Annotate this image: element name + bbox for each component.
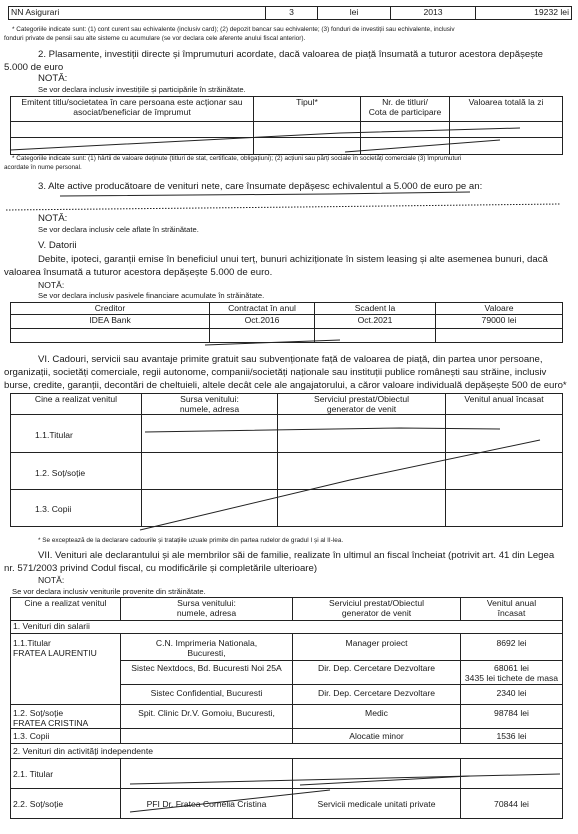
income-line1: 68061 lei: [494, 663, 529, 673]
header-source: [121, 598, 293, 621]
header-source-line1: Sursa venitului:: [180, 394, 239, 404]
income-line2: 3435 lei tichete de masa: [464, 673, 559, 683]
header-source: [142, 394, 278, 415]
service-cell: Dir. Dep. Cercetare Dezvoltare: [293, 661, 461, 685]
year: 2013: [391, 7, 476, 20]
sec1-footnote-line1: * Categoriile indicate sunt: (1) cont curent sau echivalente (inclusiv card); (2) depozit bancar sau echivalente; (3) fonduri de investiții sau echivalente, inclusiv: [12, 26, 455, 33]
header-income: [461, 598, 563, 621]
header-due: Scadent la: [315, 303, 436, 315]
header-creditor: Creditor: [11, 303, 210, 315]
sec3-nota: NOTĂ:: [38, 213, 68, 224]
service-cell: Alocatie minor: [293, 729, 461, 744]
header-source-line1: Sursa venitului:: [177, 598, 236, 608]
sec3-title: 3. Alte active producătoare de venituri nete, care însumate depășesc echivalentul a 5.000 de euro pe an:: [38, 181, 483, 192]
header-issuer-line1: Emitent titlu/societatea în care persoana este acționar sau: [21, 97, 243, 107]
source-cell: Sistec Confidential, Bucuresti: [121, 685, 293, 705]
header-nr-line1: Nr. de titluri/: [382, 97, 428, 107]
gifts-table: [10, 393, 563, 527]
sec7-note: Se vor declara inclusiv veniturile provenite din străinătate.: [12, 587, 206, 596]
titular-name: FRATEA LAURENTIU: [13, 648, 97, 658]
sec3-note: Se vor declara inclusiv cele aflate în străinătate.: [38, 225, 199, 234]
header-income: Venitul anual încasat: [446, 394, 563, 415]
sec6-footnote: * Se exceptează de la declarare cadourile și tratațiile uzuale primite din partea rudelor de gradul I și al II-lea.: [38, 537, 344, 544]
sec2-nota: NOTĂ:: [38, 73, 68, 84]
sec7-nota: NOTĂ:: [38, 575, 65, 585]
income-table: [10, 597, 563, 819]
header-who: Cine a realizat venitul: [11, 598, 121, 621]
header-service: [278, 394, 446, 415]
group-salaries: 1. Venituri din salarii: [11, 621, 563, 634]
header-source-line2: numele, adresa: [179, 404, 240, 414]
source-cell: [121, 634, 293, 661]
sec6-text-line2: organizații, societăți comerciale, regii autonome, companii/societăți naționale sau instituții publice românești sau străine, inclusiv: [4, 367, 547, 378]
investments-table: [10, 96, 563, 155]
source-line1: C.N. Imprimeria Nationala,: [155, 638, 258, 648]
sec7-text-line1: VII. Venituri ale declarantului și ale membrilor săi de familie, realizate în ultimul an fiscal încheiat (potrivit art. 41 din Legea: [38, 550, 555, 561]
sec5-note: Se vor declara inclusiv pasivele financiare acumulate în străinătate.: [38, 291, 265, 300]
income-cell: 2340 lei: [461, 685, 563, 705]
sec5-text-line1: Debite, ipoteci, garanții emise în beneficiul unui terț, bunuri achiziționate în sistem leasing și alte asemenea bunuri, dacă: [38, 254, 548, 265]
debt-contracted: Oct.2016: [210, 315, 315, 329]
sec1-footnote-line2: fonduri private de pensii sau alte sisteme cu acumulare (se vor declara cele aferente anului fiscal anterior).: [4, 35, 306, 42]
sec2-title-line1: 2. Plasamente, investiții directe și împrumuturi acordate, dacă valoarea de piață însumată a tuturor acestora depășește: [38, 49, 544, 60]
income-cell: 1536 lei: [461, 729, 563, 744]
header-service-line2: generator de venit: [341, 608, 412, 618]
top-row-table: [8, 6, 572, 20]
titular-cell: [11, 634, 121, 705]
debt-value: 79000 lei: [436, 315, 563, 329]
gifts-row-titular: 1.1.Titular: [11, 415, 142, 453]
header-income-line1: Venitul anual: [486, 598, 537, 608]
g2-spouse-label: 2.2. Soț/soție: [11, 789, 121, 819]
service-cell: Manager proiect: [293, 634, 461, 661]
header-contracted: Contractat în anul: [210, 303, 315, 315]
group-independent: 2. Venituri din activități independente: [11, 744, 563, 759]
sec6-text-line3: burse, credite, garanții, decontări de cheltuieli, altele decât cele ale angajatorului, a căror valoare individuală depășește 500 de euro*: [4, 380, 567, 391]
spouse-cell: [11, 705, 121, 729]
gifts-row-spouse: 1.2. Soț/soție: [11, 453, 142, 490]
sec5-text-line2: valoarea însumată a tuturor acestora depășește 5.000 de euro.: [4, 267, 273, 278]
sec6-text-line1: VI. Cadouri, servicii sau avantaje primite gratuit sau subvenționate față de valoarea de piață, din partea unor persoane,: [38, 354, 543, 365]
strike-line: [6, 204, 560, 210]
service-cell: Servicii medicale unitati private: [293, 789, 461, 819]
source-cell: Sistec Nextdocs, Bd. Bucuresti Noi 25A: [121, 661, 293, 685]
header-income-line2: încasat: [497, 608, 526, 618]
amount: 19232 lei: [476, 7, 572, 20]
spouse-name: FRATEA CRISTINA: [13, 718, 89, 728]
titular-label: 1.1.Titular: [13, 638, 51, 648]
header-nr-line2: Cota de participare: [368, 107, 442, 117]
sec5-title: V. Datorii: [38, 240, 77, 251]
currency: lei: [318, 7, 391, 20]
children-label: 1.3. Copii: [11, 729, 121, 744]
header-service-line2: generator de venit: [326, 404, 397, 414]
header-issuer-line2: asociat/beneficiar de împrumut: [73, 107, 191, 117]
header-value: Valoare: [436, 303, 563, 315]
sec2-footnote-line2: acordate în nume personal.: [4, 164, 82, 171]
gifts-row-children: 1.3. Copii: [11, 490, 142, 527]
sec2-footnote-line1: * Categoriile indicate sunt: (1) hârtii de valoare deținute (titluri de stat, certificate, obligațiuni); (2) acțiuni sau părți sociale în societăți comerciale (3) împrumuturi: [12, 155, 462, 162]
debts-table: [10, 302, 563, 343]
count: 3: [266, 7, 318, 20]
sec2-title-line2: 5.000 de euro: [4, 62, 64, 73]
header-service-line1: Serviciul prestat/Obiectul: [313, 394, 410, 404]
sec2-note: Se vor declara inclusiv investițiile și participările în străinătate.: [38, 85, 246, 94]
source-cell: Spit. Clinic Dr.V. Gomoiu, Bucuresti,: [121, 705, 293, 729]
strike-line: [60, 192, 470, 196]
header-total-value: Valoarea totală la zi: [450, 97, 563, 122]
header-issuer: [11, 97, 254, 122]
header-source-line2: numele, adresa: [176, 608, 237, 618]
debt-due: Oct.2021: [315, 315, 436, 329]
service-cell: Dir. Dep. Cercetare Dezvoltare: [293, 685, 461, 705]
income-cell: 70844 lei: [461, 789, 563, 819]
spouse-label: 1.2. Soț/soție: [13, 708, 64, 718]
g2-titular-label: 2.1. Titular: [11, 759, 121, 789]
institution-name: NN Asigurari: [9, 7, 266, 20]
header-type: Tipul*: [254, 97, 361, 122]
header-service-line1: Serviciul prestat/Obiectul: [328, 598, 425, 608]
header-who: Cine a realizat venitul: [11, 394, 142, 415]
source-cell: PFI Dr. Fratea Cornelia Cristina: [121, 789, 293, 819]
source-line2: Bucuresti,: [187, 648, 226, 658]
debt-creditor: IDEA Bank: [11, 315, 210, 329]
income-cell: [461, 661, 563, 685]
income-cell: 98784 lei: [461, 705, 563, 729]
header-nr: [361, 97, 450, 122]
sec5-nota: NOTĂ:: [38, 280, 65, 290]
header-service: [293, 598, 461, 621]
service-cell: Medic: [293, 705, 461, 729]
income-cell: 8692 lei: [461, 634, 563, 661]
sec7-text-line2: nr. 571/2003 privind Codul fiscal, cu modificările și completările ulterioare): [4, 563, 318, 574]
